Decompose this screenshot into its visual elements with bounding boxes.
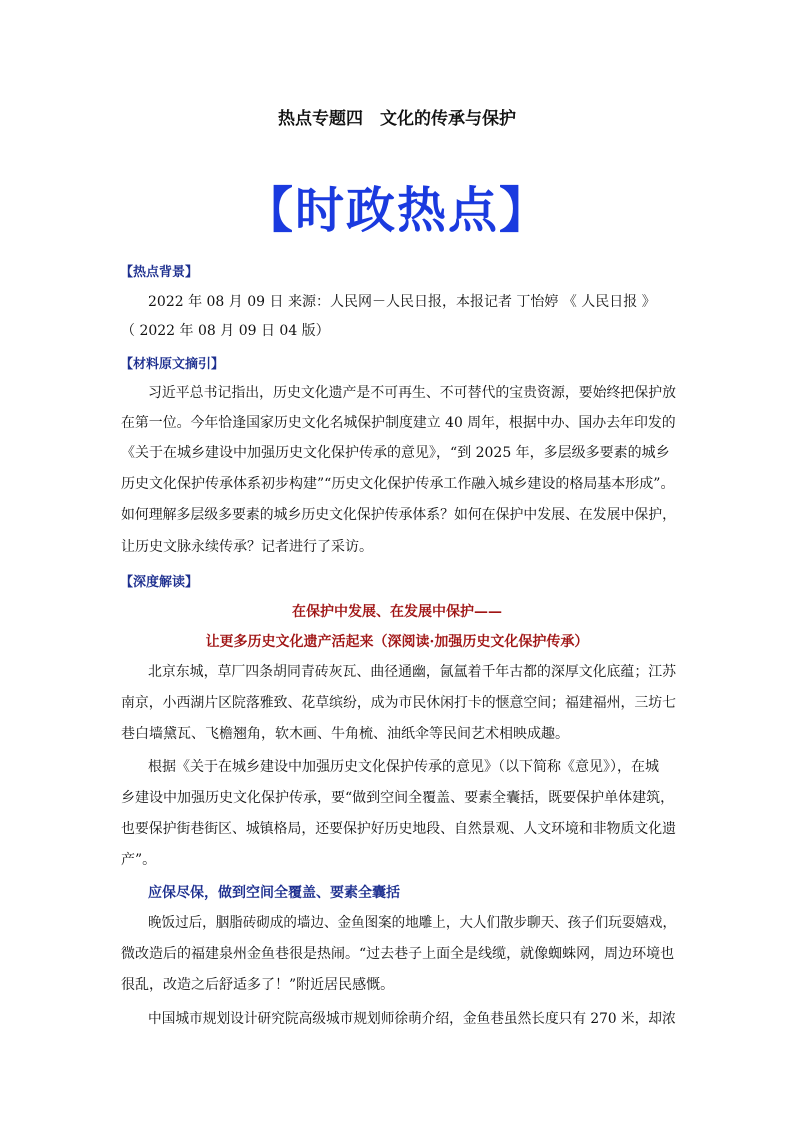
para2-line-1: 根据《关于在城乡建设中加强历史文化保护传承的意见》（以下简称《意见》），在城 [148, 759, 659, 775]
para3-line-1: 晚饭过后，胭脂砖砌成的墙边、金鱼图案的地雕上，大人们散步聊天、孩子们玩耍嬉戏， [148, 915, 676, 931]
excerpt-line-4: 历史文化保护传承体系初步构建”“历史文化保护传承工作融入城乡建设的格局基本形成”。 [121, 476, 675, 492]
section-label-background: 【热点背景】 [120, 265, 199, 280]
para3-line-3: 很乱，改造之后舒适多了！”附近居民感慨。 [121, 977, 395, 993]
para2-line-3: 也要保护街巷街区、城镇格局，还要保护好历史地段、自然景观、人文环境和非物质文化遗 [121, 821, 677, 837]
hot-topic-banner: 【时政热点】 [243, 182, 550, 239]
para3-line-2: 微改造后的福建泉州金鱼巷很是热闹。“过去巷子上面全是线缆，就像蜘蛛网，周边环境也 [121, 946, 675, 962]
para1-line-3: 巷白墙黛瓦、飞檐翘角，软木画、牛角梳、油纸伞等民间艺术相映成趣。 [121, 726, 569, 742]
para4-line-1: 中国城市规划设计研究院高级城市规划师徐萌介绍，金鱼巷虽然长度只有 270 米，却浓 [148, 1011, 676, 1027]
section-label-analysis: 【深度解读】 [120, 575, 199, 590]
para1-line-2: 南京，小西湖片区院落雅致、花草缤纷，成为市民休闲打卡的惬意空间；福建福州，三坊七 [121, 695, 677, 711]
excerpt-line-6: 让历史文脉永续传承？记者进行了采访。 [121, 539, 373, 555]
excerpt-line-3: 《关于在城乡建设中加强历史文化保护传承的意见》，“到 2025 年，多层级多要素的城乡 [121, 445, 670, 461]
document-title: 热点专题四 文化的传承与保护 [278, 109, 516, 129]
section-label-excerpt: 【材料原文摘引】 [120, 357, 225, 372]
para1-line-1: 北京东城，草厂四条胡同青砖灰瓦、曲径通幽，氤氲着千年古都的深厚文化底蕴；江苏 [148, 664, 677, 680]
excerpt-line-1: 习近平总书记指出，历史文化遗产是不可再生、不可替代的宝贵资源，要始终把保护放 [148, 385, 677, 401]
excerpt-line-2: 在第一位。今年恰逢国家历史文化名城保护制度建立 40 周年，根据中办、国办去年印发的 [121, 415, 676, 431]
para2-line-4: 产”。 [121, 852, 157, 868]
excerpt-line-5: 如何理解多层级多要素的城乡历史文化保护传承体系？如何在保护中发展、在发展中保护， [121, 507, 677, 523]
subheading: 应保尽保，做到空间全覆盖、要素全囊括 [148, 885, 400, 901]
background-line-2: （ 2022 年 08 月 09 日 04 版） [121, 323, 330, 339]
article-title-line-2: 让更多历史文化遗产活起来（深阅读·加强历史文化保护传承） [205, 634, 589, 650]
background-line-1: 2022 年 08 月 09 日 来源：人民网－人民日报，本报记者 丁怡婷 《 人民日报 》 [148, 294, 656, 310]
article-title-line-1: 在保护中发展、在发展中保护—— [292, 604, 502, 620]
para2-line-2: 乡建设中加强历史文化保护传承，要“做到空间全覆盖、要素全囊括，既要保护单体建筑， [121, 790, 675, 806]
